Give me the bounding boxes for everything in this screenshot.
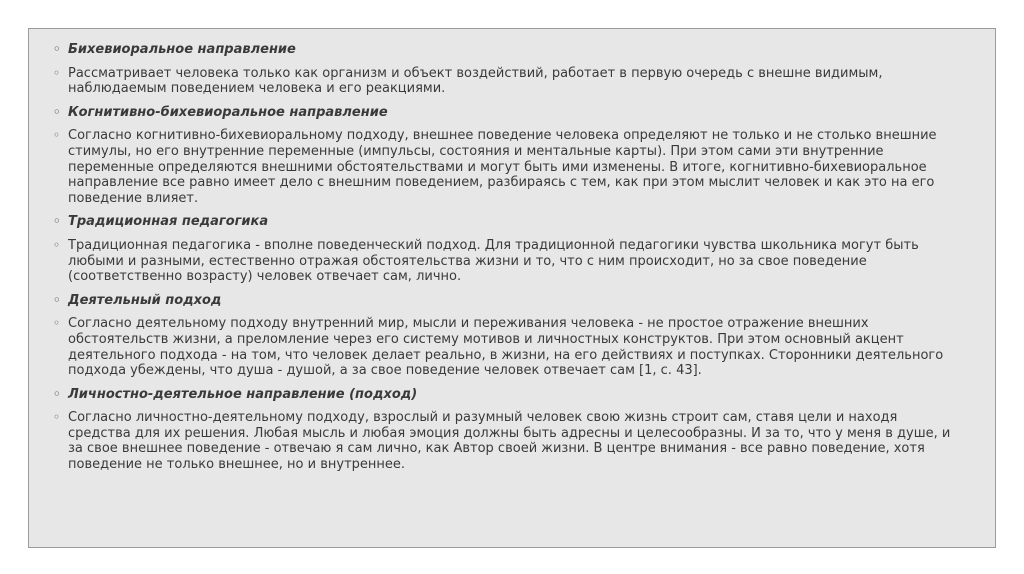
heading-traditional-pedagogy: ◦ Традиционная педагогика <box>53 214 953 230</box>
text-personal-activity: ◦ Согласно личностно-деятельному подходу, взрослый и разумный человек свою жизнь строит сам, ставя цели и находя средства для их решения. Любая мысль и любая эмоция должны быть адресны и целесообразны. И за то, что у меня в душе, и за свое внешнее поведение - отвечаю я сам лично, как Автор своей жизни. В центре внимания - все равно поведение, хотя поведение не только внешнее, но и внутреннее. <box>53 410 953 472</box>
text-cognitive-behavioral: ◦ Согласно когнитивно-бихевиоральному подходу, внешнее поведение человека определяют не только и не столько внешние стимулы, но его внутренние переменные (импульсы, состояния и ментальные карты). При этом сами эти внутренние переменные определяются внешними обстоятельствами и могут быть ими изменены. В итоге, когнитивно-бихевиоральное направление все равно имеет дело с внешним поведением, разбираясь с тем, как при этом мыслит человек и как это на его поведение влияет. <box>53 128 953 206</box>
bullet-list <box>53 42 953 481</box>
heading-cognitive-behavioral: ◦ Когнитивно-бихевиоральное направление <box>53 105 953 121</box>
heading-behavioral: ◦ Бихевиоральное направление <box>53 42 953 58</box>
heading-activity-approach: ◦ Деятельный подход <box>53 293 953 309</box>
text-traditional-pedagogy: ◦ Традиционная педагогика - вполне поведенческий подход. Для традиционной педагогики чувства школьника могут быть любыми и разными, естественно отражая обстоятельства жизни и то, что с ним происходит, но за свое поведение (соответственно возрасту) человек отвечает сам, лично. <box>53 238 953 285</box>
heading-personal-activity: ◦ Личностно-деятельное направление (подход) <box>53 387 953 403</box>
slide <box>28 28 996 548</box>
text-behavioral: ◦ Рассматривает человека только как организм и объект воздействий, работает в первую очередь с внешне видимым, наблюдаемым поведением человека и его реакциями. <box>53 66 953 97</box>
text-activity-approach: ◦ Согласно деятельному подходу внутренний мир, мысли и переживания человека - не простое отражение внешних обстоятельств жизни, а преломление через его систему мотивов и личностных конструктов. При этом основный акцент деятельного подхода - на том, что человек делает реально, в жизни, на его действиях и поступках. Сторонники деятельного подхода убеждены, что душа - душой, а за свое поведение человек отвечает сам [1, с. 43]. <box>53 316 953 378</box>
